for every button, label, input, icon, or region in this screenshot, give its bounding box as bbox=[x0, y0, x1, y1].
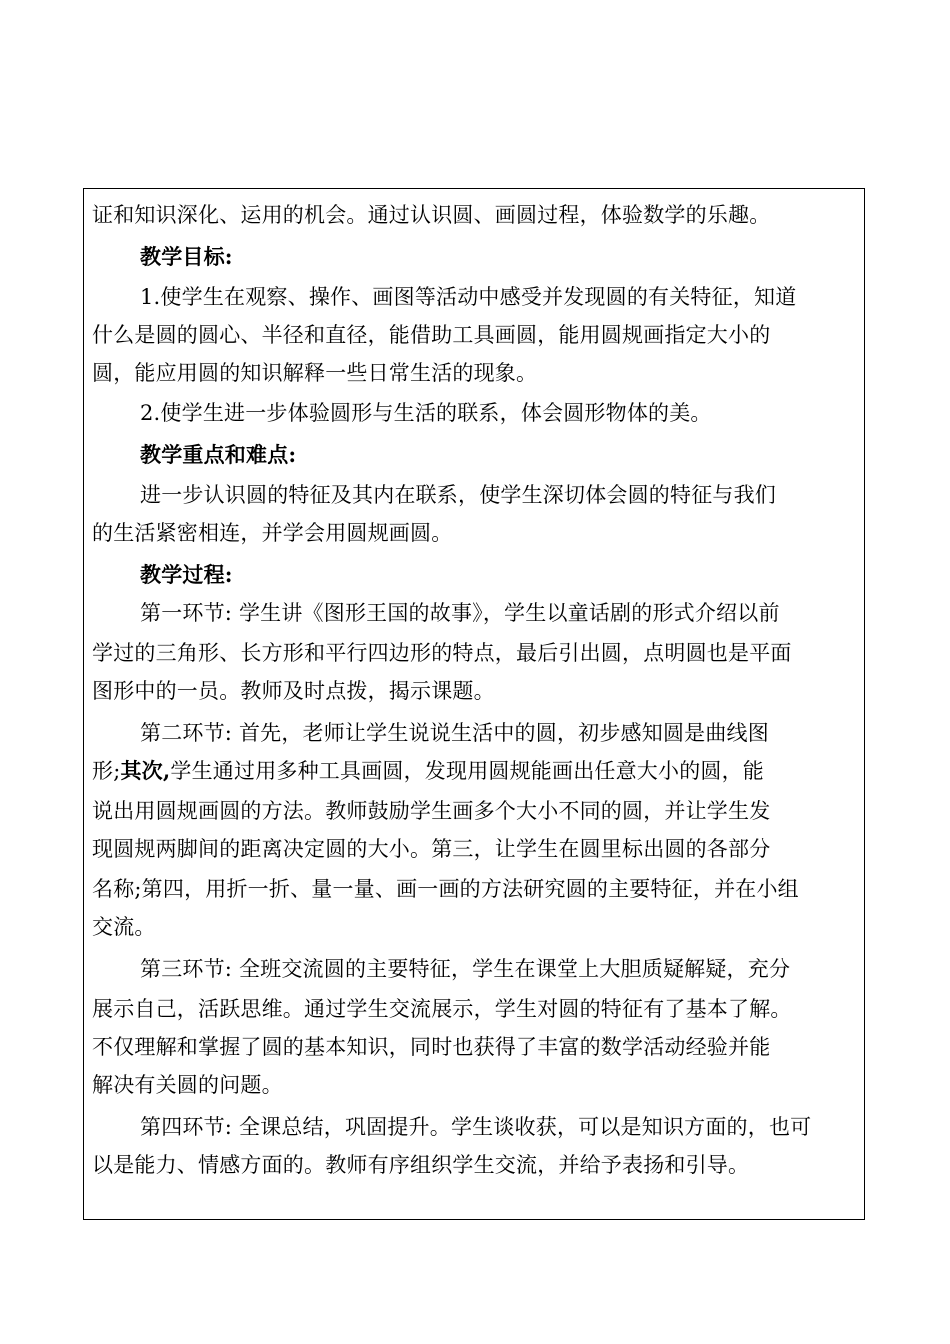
stage-3-line-1: 第三环节: 全班交流圆的主要特征，学生在课堂上大胆质疑解疑，充分 bbox=[140, 957, 791, 981]
objective-1-line-2: 什么是圆的圆心、半径和直径，能借助工具画圆，能用圆规画指定大小的 bbox=[92, 323, 771, 347]
key-points-line-1: 进一步认识圆的特征及其内在联系，使学生深切体会圆的特征与我们 bbox=[140, 483, 776, 507]
stage-3-line-2: 展示自己，活跃思维。通过学生交流展示，学生对圆的特征有了基本了解。 bbox=[92, 997, 792, 1021]
stage-2-line-2 bbox=[92, 756, 862, 786]
objectives-heading: 教学目标: bbox=[140, 244, 233, 269]
process-heading: 教学过程: bbox=[140, 562, 233, 587]
stage-3-line-3: 不仅理解和掌握了圆的基本知识，同时也获得了丰富的数学活动经验并能 bbox=[92, 1035, 771, 1059]
stage-3-line-4: 解决有关圆的问题。 bbox=[92, 1073, 283, 1097]
stage-4-line-1: 第四环节: 全课总结，巩固提升。学生谈收获，可以是知识方面的，也可 bbox=[140, 1115, 812, 1139]
intro-tail-text: 证和知识深化、运用的机会。通过认识圆、画圆过程，体验数学的乐趣。 bbox=[92, 203, 771, 227]
key-points-heading: 教学重点和难点: bbox=[140, 442, 297, 467]
stage-4-line-2: 以是能力、情感方面的。教师有序组织学生交流，并给予表扬和引导。 bbox=[92, 1153, 750, 1177]
objective-1-line-1: 1.使学生在观察、操作、画图等活动中感受并发现圆的有关特征，知道 bbox=[140, 285, 797, 309]
stage-1-line-2: 学过的三角形、长方形和平行四边形的特点，最后引出圆，点明圆也是平面 bbox=[92, 641, 792, 665]
stage-2-line-2-prefix: 形; bbox=[92, 759, 121, 783]
stage-1-line-3: 图形中的一员。教师及时点拨，揭示课题。 bbox=[92, 679, 495, 703]
stage-2-line-6: 交流。 bbox=[92, 915, 156, 939]
key-points-line-2: 的生活紧密相连，并学会用圆规画圆。 bbox=[92, 521, 453, 545]
objective-2: 2.使学生进一步体验圆形与生活的联系，体会圆形物体的美。 bbox=[140, 401, 712, 425]
stage-2-line-5: 名称;第四，用折一折、量一量、画一画的方法研究圆的主要特征，并在小组 bbox=[92, 877, 799, 901]
stage-2-emphasis: 其次, bbox=[120, 758, 171, 783]
stage-2-line-2-suffix: 学生通过用多种工具画圆，发现用圆规能画出任意大小的圆，能 bbox=[170, 759, 765, 783]
stage-2-line-4: 现圆规两脚间的距离决定圆的大小。第三，让学生在圆里标出圆的各部分 bbox=[92, 837, 771, 861]
stage-2-line-3: 说出用圆规画圆的方法。教师鼓励学生画多个大小不同的圆，并让学生发 bbox=[92, 799, 771, 823]
stage-1-line-1: 第一环节: 学生讲《图形王国的故事》，学生以童话剧的形式介绍以前 bbox=[140, 601, 780, 625]
stage-2-line-1: 第二环节: 首先，老师让学生说说生活中的圆，初步感知圆是曲线图 bbox=[140, 721, 769, 745]
objective-1-line-3: 圆，能应用圆的知识解释一些日常生活的现象。 bbox=[92, 361, 538, 385]
